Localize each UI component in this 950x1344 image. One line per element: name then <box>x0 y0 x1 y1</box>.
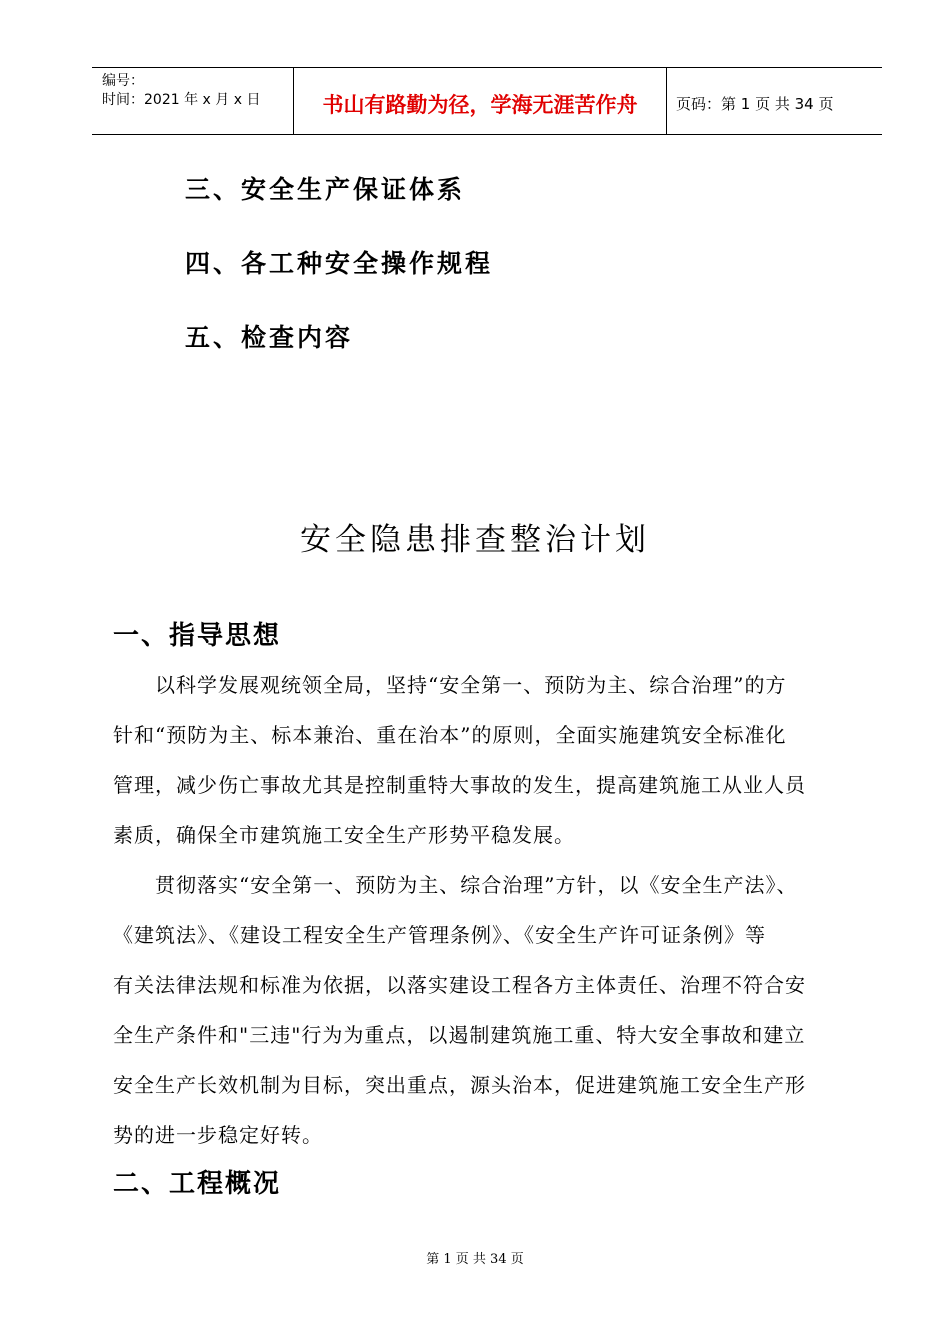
paragraph-line: 管理，减少伤亡事故尤其是控制重特大事故的发生，提高建筑施工从业人员 <box>113 773 806 797</box>
header-page-info: 页码：第 1 页 共 34 页 <box>676 95 834 113</box>
document-number-label: 编号： <box>102 73 144 89</box>
paragraph-line: 贯彻落实“安全第一、预防为主、综合治理”方针，以《安全生产法》、 <box>113 873 798 897</box>
paragraph-line: 安全生产长效机制为目标，突出重点，源头治本，促进建筑施工安全生产形 <box>113 1073 806 1097</box>
document-time-label: 时间：2021 年 x 月 x 日 <box>102 92 261 108</box>
header-divider-right <box>666 68 667 135</box>
document-title: 安全隐患排查整治计划 <box>300 522 650 558</box>
page-footer: 第 1 页 共 34 页 <box>426 1252 524 1267</box>
paragraph-line: 势的进一步稳定好转。 <box>113 1123 323 1147</box>
paragraph-line: 有关法律法规和标准为依据，以落实建设工程各方主体责任、治理不符合安 <box>113 973 806 997</box>
section-heading-guiding-ideology: 一、指导思想 <box>113 621 282 651</box>
paragraph-line: 全生产条件和"三违"行为为重点，以遏制建筑施工重、特大安全事故和建立 <box>113 1023 806 1047</box>
paragraph-line: 素质，确保全市建筑施工安全生产形势平稳发展。 <box>113 823 575 847</box>
paragraph-line: 以科学发展观统领全局，坚持“安全第一、预防为主、综合治理”的方 <box>113 673 787 697</box>
document-header <box>92 67 882 135</box>
toc-item-inspection-content: 五、检查内容 <box>185 323 354 352</box>
paragraph-line: 针和“预防为主、标本兼治、重在治本”的原则，全面实施建筑安全标准化 <box>113 723 787 747</box>
header-meta <box>102 72 260 110</box>
header-motto: 书山有路勤为径，学海无涯苦作舟 <box>322 93 638 117</box>
toc-item-safety-assurance: 三、安全生产保证体系 <box>185 175 466 204</box>
paragraph-line: 《建筑法》、《建设工程安全生产管理条例》、《安全生产许可证条例》等 <box>113 923 766 947</box>
toc-item-operating-rules: 四、各工种安全操作规程 <box>185 249 494 278</box>
section-heading-project-overview: 二、工程概况 <box>113 1169 282 1199</box>
